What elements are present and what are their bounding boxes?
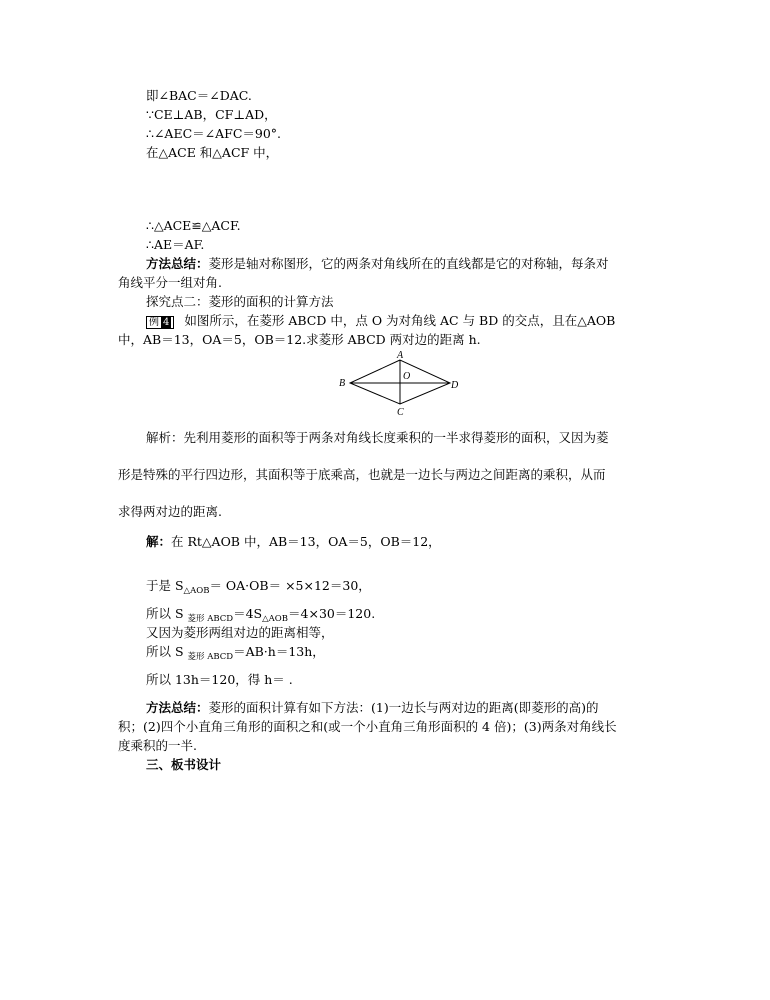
solution-label: 解： bbox=[146, 534, 172, 549]
solution-line: 所以 13h＝120，得 h＝ . bbox=[146, 672, 293, 687]
label-d: D bbox=[451, 380, 459, 391]
method-summary-2: 方法总结：菱形的面积计算有如下方法：(1)一边长与两对边的距离(即菱形的高)的 bbox=[146, 700, 599, 715]
text-line: 角线平分一组对角. bbox=[118, 275, 222, 290]
example-badge: 例 4 bbox=[146, 316, 174, 329]
text-line: 中，AB＝13，OA＝5，OB＝12.求菱形 ABCD 两对边的距离 h. bbox=[118, 332, 481, 347]
label-o: O bbox=[403, 371, 411, 382]
section-title-2: 探究点二：菱形的面积的计算方法 bbox=[146, 294, 334, 309]
solution-line: 于是 $S_{\triangle AOB}= OA\cdot OB= \times 5\times 12=30$， bbox=[146, 578, 371, 596]
method-summary-1 bbox=[146, 256, 609, 272]
solution-line: 又因为菱形两组对边的距离相等， bbox=[146, 625, 334, 640]
summary-text: 菱形是轴对称图形，它的两条对角线所在的直线都是它的对称轴，每条对 bbox=[208, 256, 609, 271]
text-line: 即∠BAC＝∠DAC. bbox=[146, 88, 252, 103]
summary-label: 方法总结： bbox=[146, 256, 209, 271]
rhombus-figure bbox=[330, 348, 470, 418]
label-b: B bbox=[339, 378, 346, 389]
solution-line: 所以 S $_{菱形 ABCD}$＝AB·h＝13h， bbox=[146, 644, 325, 662]
summary-label: 方法总结： bbox=[146, 700, 209, 715]
solution-line: 所以 S $_{菱形 ABCD}=4S_{\triangle AOB}=4\times 30=120$. bbox=[146, 606, 376, 624]
text-line: 度乘积的一半. bbox=[118, 738, 197, 753]
text-line: 积；(2)四个小直角三角形的面积之和(或一个小直角三角形面积的 4 倍)；(3)两条对角线长 bbox=[118, 719, 617, 734]
text-line: ∴△ACE≌△ACF. bbox=[146, 218, 241, 233]
text-line: ∴∠AEC＝∠AFC＝90°. bbox=[146, 126, 282, 141]
analysis-line: 解析：先利用菱形的面积等于两条对角线长度乘积的一半求得菱形的面积，又因为菱 bbox=[146, 430, 609, 445]
analysis-line: 形是特殊的平行四边形，其面积等于底乘高，也就是一边长与两边之间距离的乘积，从而 bbox=[118, 467, 606, 482]
example-text: 如图所示，在菱形 ABCD 中，点 O 为对角线 AC 与 BD 的交点，且在△AOB bbox=[184, 313, 616, 328]
label-c: C bbox=[397, 407, 404, 418]
analysis-line: 求得两对边的距离. bbox=[118, 504, 222, 519]
label-a: A bbox=[397, 350, 404, 361]
text-line: 在△ACE 和△ACF 中， bbox=[146, 145, 279, 160]
solution-line: 解：在 Rt△AOB 中，AB＝13，OA＝5，OB＝12， bbox=[146, 534, 441, 549]
text-line: ∴AE＝AF. bbox=[146, 237, 205, 252]
text-line: ∵CE⊥AB，CF⊥AD， bbox=[146, 107, 277, 122]
section-title-3: 三、板书设计 bbox=[146, 757, 222, 772]
example-heading bbox=[146, 313, 615, 329]
